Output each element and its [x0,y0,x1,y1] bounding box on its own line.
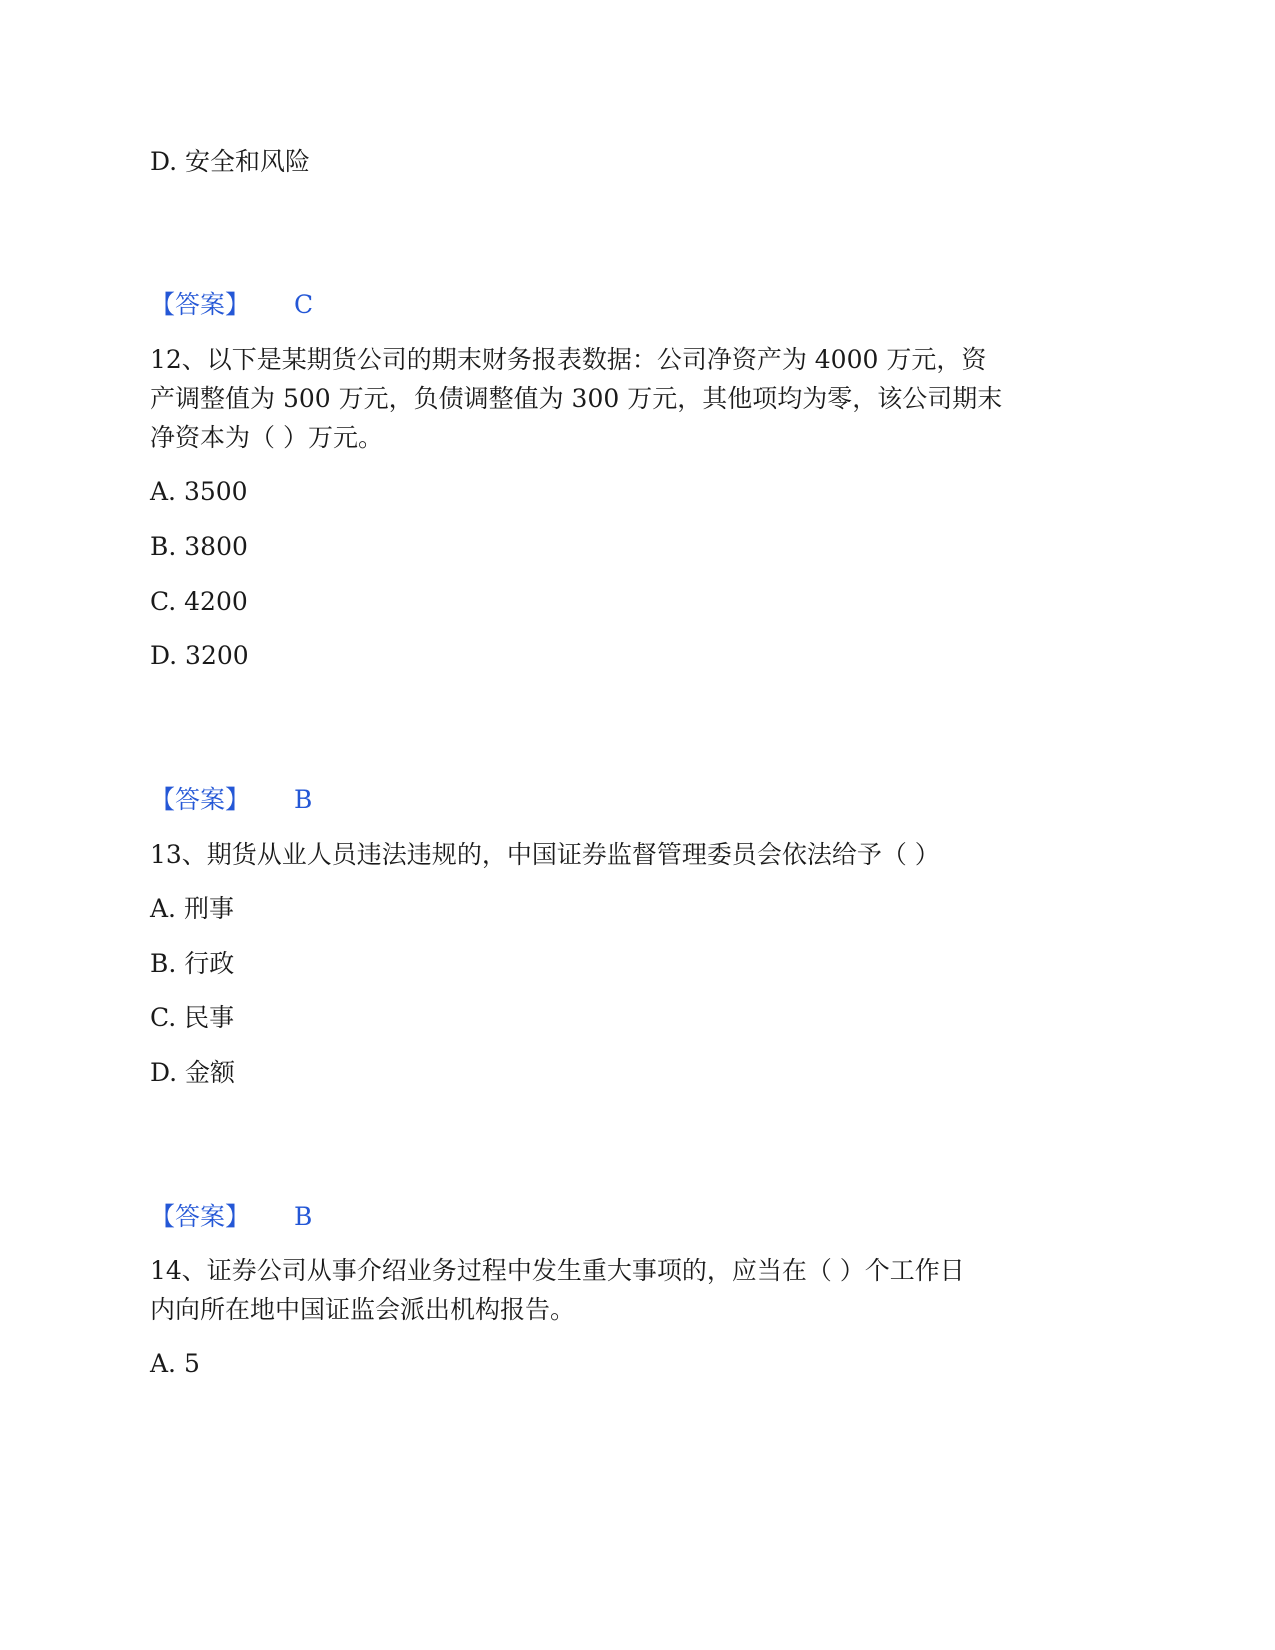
question-13-option-a: A. 刑事 [150,894,234,923]
question-14-option-a: A. 5 [150,1349,200,1378]
question-12-answer [150,780,312,820]
question-12-text-line-3: 净资本为（ ）万元。 [150,423,383,452]
question-12-text-line-1: 12、以下是某期货公司的期末财务报表数据：公司净资产为 4000 万元，资 [150,345,987,374]
answer-label: 【答案】 [150,1202,251,1231]
question-13-text-line-1: 13、期货从业人员违法违规的，中国证券监督管理委员会依法给予（ ） [150,840,940,869]
question-12-option-d: D. 3200 [150,641,249,670]
question-11-option-d: D. 安全和风险 [150,147,311,176]
question-12-option-c: C. 4200 [150,587,248,616]
answer-value: B [294,1202,313,1231]
answer-label: 【答案】 [150,785,251,814]
question-12-text-line-2: 产调整值为 500 万元，负债调整值为 300 万元，其他项均为零，该公司期末 [150,384,1003,413]
question-12-option-a: A. 3500 [150,477,248,506]
answer-value: C [294,290,314,319]
question-14-text-line-2: 内向所在地中国证监会派出机构报告。 [150,1295,576,1324]
question-12-option-b: B. 3800 [150,532,248,561]
question-14-text-line-1: 14、证券公司从事介绍业务过程中发生重大事项的，应当在（ ）个工作日 [150,1256,965,1285]
question-13-option-c: C. 民事 [150,1003,235,1032]
question-13-option-b: B. 行政 [150,949,235,978]
question-13-option-d: D. 金额 [150,1058,236,1087]
answer-label: 【答案】 [150,290,251,319]
question-11-answer [150,285,313,325]
question-13-answer [150,1197,312,1237]
answer-value: B [294,785,313,814]
